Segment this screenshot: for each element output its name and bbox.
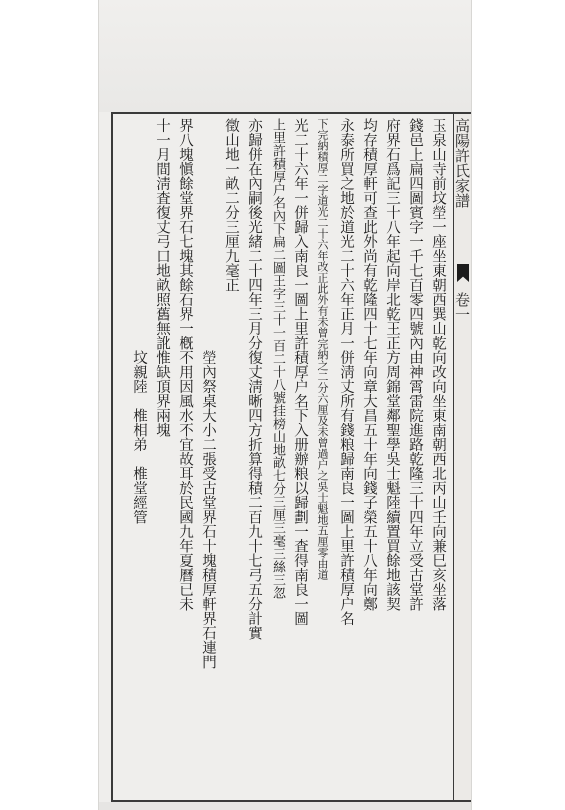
text-column-9: 亦歸併在內嗣後光緒二十四年三月分復丈淸晰四方折算得積二百九十七弓五分計實 (246, 118, 262, 640)
text-column-11: 塋內祭桌大小二張受古堂界石十塊積厚軒界石連門 (200, 350, 216, 669)
fishtail-mark (457, 264, 469, 282)
bottom-margin (99, 802, 471, 810)
text-column-8: 上里許積厚户名內下扁二圖王字三十一百二十八號挂榜山地畝七分三厘三毫三絲三忽 (270, 118, 285, 599)
text-column-12: 界八塊愼餘堂界石七塊其餘石界一槪不用因風水不宜故耳於民國九年夏曆已未 (177, 118, 193, 611)
book-page (98, 0, 472, 810)
text-column-5: 永泰所買之地於道光二十六年正月一併淸丈所有錢粮歸南良一圖上里許積厚户名 (338, 118, 354, 626)
text-column-13: 十一月間淸査復丈弓口地畝照舊無訛惟缺頂界兩塊 (154, 118, 170, 437)
top-margin (99, 0, 471, 112)
text-column-14-signature: 坟親陸 椎相弟 椎堂經管 (131, 350, 147, 524)
volume-label: 卷一 (453, 292, 471, 322)
book-title: 高陽許氏家譜 (453, 118, 471, 208)
text-column-4: 均存積厚軒可查此外尚有乾隆四十七年向章大昌五十年向錢子榮五十八年向鄭 (361, 118, 377, 611)
text-column-3: 府界石爲記三十八年起向岸北乾王正方周錦堂鄰聖學吳士魁陸續置買餘地該契 (384, 118, 400, 611)
text-column-7: 光二十六年一併歸入南良一圖上里許積厚户名下入册辦粮以歸劃一査得南良一圖 (292, 118, 308, 626)
margin-title-strip (453, 112, 471, 802)
text-column-6-small: 下完納積厚二字道光二十六年改正此外有未曾完納之二分六厘及未曾過户之吳士魁地五厘零由道 (316, 118, 329, 580)
text-column-1: 玉泉山寺前坟塋一座坐東朝西巽山乾向改向坐東南朝西北丙山壬向兼巳亥坐落 (430, 118, 446, 611)
text-column-10: 徵山地一畝二分三厘九毫正 (223, 118, 239, 292)
text-column-2: 錢邑上扁四圖賓字一千七百零四號內由神霄雷院進路乾隆三十四年立受古堂許 (407, 118, 423, 611)
text-frame (111, 112, 453, 802)
